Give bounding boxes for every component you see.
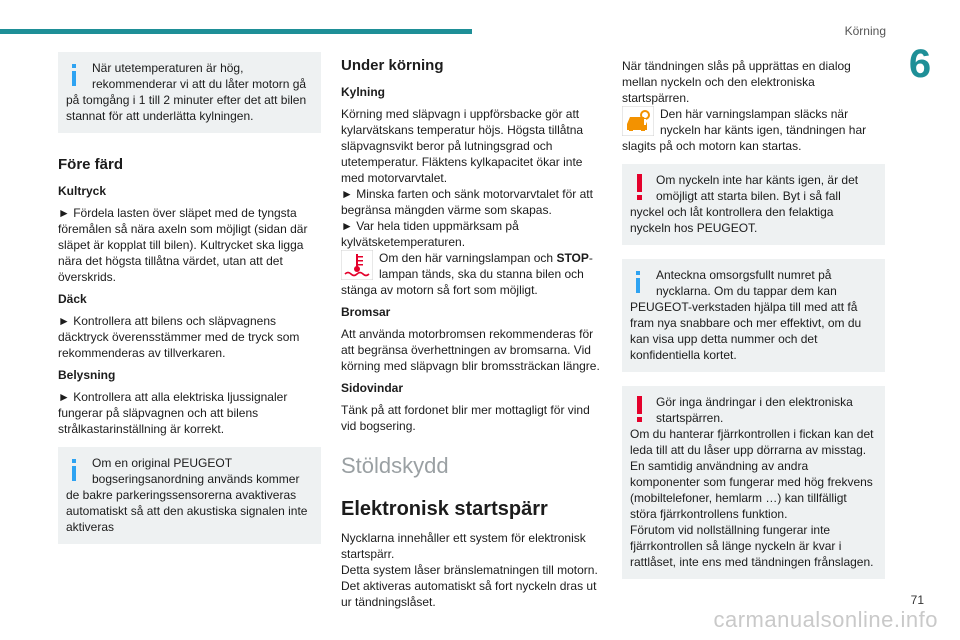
note-text: En samtidig användning av andra komponenter som fungerar med hög frekvens (mobiltelefoner, hemlarm …) kan tillfälligt störa fjärrkontrollens funktion. (630, 459, 873, 521)
section-heading: Före färd (58, 156, 124, 173)
paragraph: ► Fördela lasten över släpet med de tyngsta föremålen så nära axeln som möjligt (sidan där släpet är kopplat till bilen). Kultrycket ska ligga nära det högsta tillåtna värdet, utan att det överskrids. (58, 206, 308, 284)
subheading: Belysning (58, 368, 116, 382)
note-text: Förutom vid nollställning fungerar inte fjärrkontrollen så länge nyckeln är kvar i rattlåset, inte ens med tändningen frånslagen. (630, 523, 874, 569)
paragraph: När tändningen slås på upprättas en dialog mellan nyckeln och den elektroniska startspärren. (622, 59, 851, 105)
column-1 (58, 52, 321, 558)
note-text: Om du hanterar fjärrkontrollen i fickan kan det leda till att du låser upp dörrarna av misstag. (630, 427, 874, 457)
warning-icon (630, 172, 650, 202)
paragraph: ► Kontrollera att bilens och släpvagnens däcktryck överensstämmer med de tryck som rekommenderas av tillverkaren. (58, 314, 300, 360)
paragraph: ► Kontrollera att alla elektriska ljussignaler fungerar på släpvagnen och att bilens strålkastarinställning är korrekt. (58, 390, 288, 436)
subheading: Däck (58, 292, 87, 306)
note-text: Gör inga ändringar i den elektroniska startspärren. (656, 395, 853, 425)
info-note-number (622, 259, 885, 372)
bullet: ► Minska farten och sänk motorvarvtalet för att begränsa mängden värme som skapas. (341, 187, 593, 217)
warning-note-changes (622, 386, 885, 579)
paragraph: Detta system låser bränslematningen till motorn. Det aktiveras automatiskt så fort nyckeln dras ut ur tändningslåset. (341, 563, 598, 609)
chapter-section-title: Stöldskydd (341, 453, 449, 478)
lamp-text-post: -lampan tänds, ska du stanna bilen och stänga av motorn så fort som möjligt. (341, 251, 593, 297)
column-2 (341, 52, 603, 616)
paragraph: Att använda motorbromsen rekommenderas för att begränsa överhettningen av bromsarna. Vid körning med släpvagn blir bromssträckan längre. (341, 327, 600, 373)
note-text: Om nyckeln inte har känts igen, är det omöjligt att starta bilen. Byt i så fall nyckel och låt kontrollera den felaktiga nyckeln hos PEUGEOT. (630, 173, 859, 235)
immobiliser-warning-icon (622, 106, 654, 136)
page-number: 71 (910, 593, 924, 607)
chapter-number: 6 (908, 42, 932, 86)
paragraph: Körning med släpvagn i uppförsbacke gör att kylarvätskans temperatur höjs. Högsta tillåtna släpvagnsvikt beror på lutningsgrad och utetemperatur. Fläktens kylkapacitet ökar inte med motorvarvtalet. (341, 107, 584, 185)
coolant-temperature-warning-icon (341, 250, 373, 280)
subheading: Kultryck (58, 184, 107, 198)
warning-icon (630, 394, 650, 424)
note-text: Anteckna omsorgsfullt numret på nycklarna. Om du tappar dem kan PEUGEOT-verkstaden hjälpa till med att få fram nya snabbare och mer effektivt, om du kan visa upp detta nummer och det konfidentiella kortet. (630, 268, 862, 362)
watermark: carmanualsonline.info (713, 607, 938, 632)
column-3 (622, 52, 885, 593)
warning-note-key (622, 164, 885, 245)
info-note-heat (58, 52, 321, 133)
subheading: Bromsar (341, 305, 391, 319)
note-text: När utetemperaturen är hög, rekommenderar vi att du låter motorn gå på tomgång i 1 till 2 minuter efter det att bilen stannat för att underlätta kylningen. (66, 61, 307, 123)
main-heading: Elektronisk startspärr (341, 498, 548, 520)
lamp-text: Den här varningslampan släcks när nyckeln har känts igen, tändningen har slagits på och motorn kan startas. (622, 107, 867, 153)
info-note-sensors (58, 447, 321, 544)
subheading: Sidovindar (341, 381, 404, 395)
running-head: Körning (844, 24, 886, 38)
info-icon (66, 60, 86, 90)
stop-label: STOP (556, 251, 589, 265)
bullet: ► Var hela tiden uppmärksam på kylvätsketemperaturen. (341, 219, 519, 249)
section-heading: Under körning (341, 57, 444, 74)
lamp-text-pre: Om den här varningslampan och (379, 251, 557, 265)
paragraph: Nycklarna innehåller ett system för elektronisk startspärr. (341, 531, 586, 561)
paragraph: Tänk på att fordonet blir mer mottagligt för vind vid bogsering. (341, 403, 590, 433)
paragraph-lamp (341, 250, 603, 298)
subheading: Kylning (341, 85, 385, 99)
header-accent-bar (0, 29, 472, 34)
info-icon (630, 267, 650, 297)
paragraph-lamp (622, 106, 885, 154)
note-text: Om en original PEUGEOT bogseringsanordning används kommer de bakre parkeringssensorerna avaktiveras automatiskt så att den akustiska signalen inte aktiveras (66, 456, 308, 534)
info-icon (66, 455, 86, 485)
